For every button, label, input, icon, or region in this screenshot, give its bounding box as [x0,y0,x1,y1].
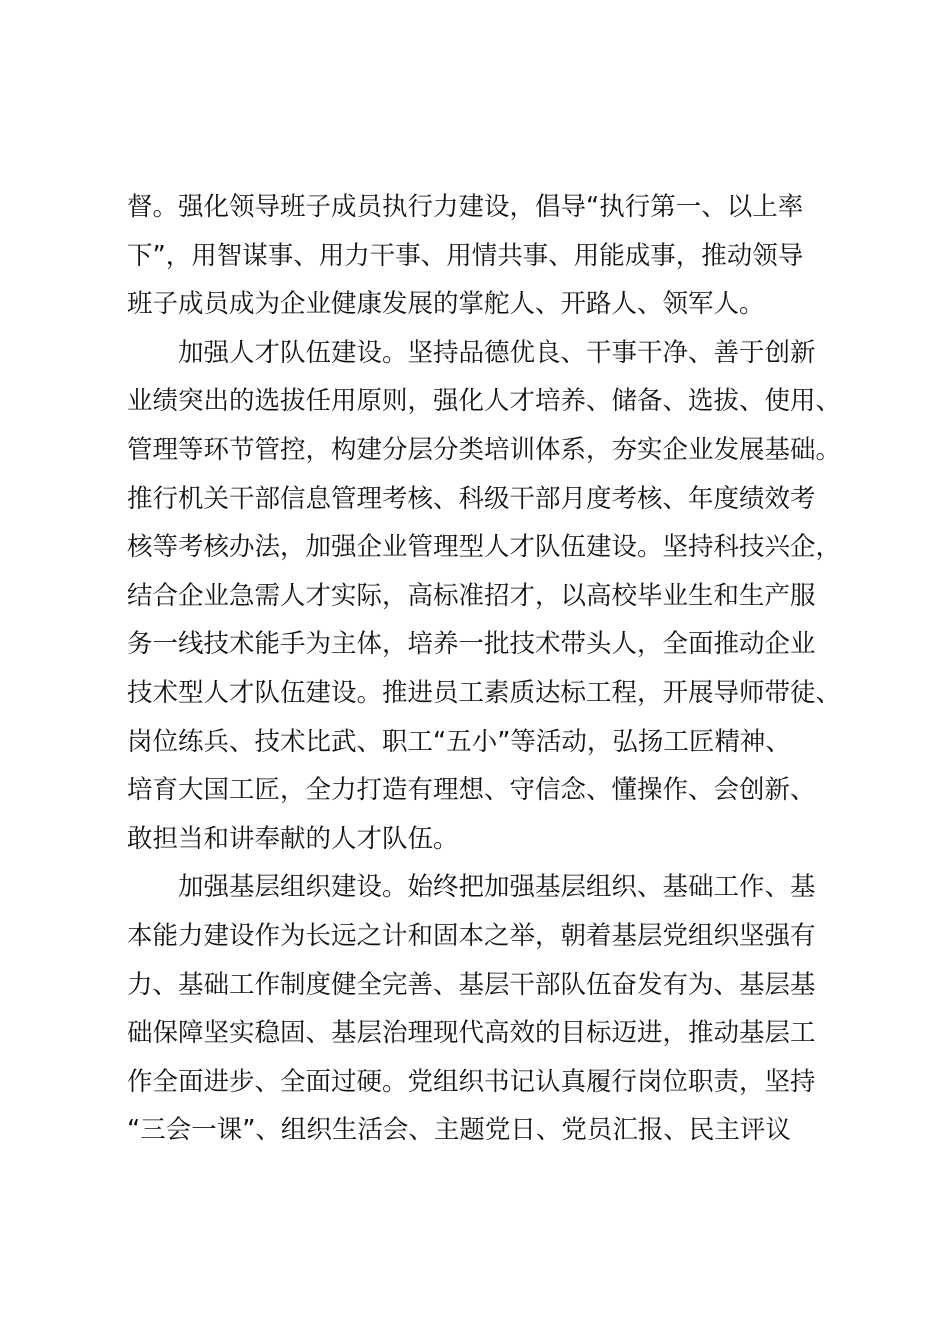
paragraph-first-line: 加强人才队伍建设。坚持品德优良、干事干净、善于创新 [178,337,816,368]
text-line: 岗位练兵、技术比武、职工“五小”等活动，弘扬工匠精神、 [127,726,791,757]
text-line: 核等考核办法，加强企业管理型人才队伍建设。坚持科技兴企， [127,532,842,563]
text-line: 力、基础工作制度健全完善、基层干部队伍奋发有为、基层基 [127,969,816,1000]
text-line: “三会一课”、组织生活会、主题党日、党员汇报、民主评议 [127,1115,791,1146]
text-line: 业绩突出的选拔任用原则，强化人才培养、储备、选拔、使用、 [127,386,842,417]
text-line: 础保障坚实稳固、基层治理现代高效的目标迈进，推动基层工 [127,1018,816,1049]
text-line: 培育大国工匠，全力打造有理想、守信念、懂操作、会创新、 [127,775,816,806]
text-line: 敢担当和讲奉献的人才队伍。 [127,823,459,854]
body-text [127,183,847,1155]
text-line: 下”，用智谋事、用力干事、用情共事、用能成事，推动领导 [127,240,804,271]
text-line: 作全面进步、全面过硬。党组织书记认真履行岗位职责，坚持 [127,1066,816,1097]
text-line: 结合企业急需人才实际，高标准招才，以高校毕业生和生产服 [127,580,816,611]
text-line: 督。强化领导班子成员执行力建设，倡导“执行第一、以上率 [127,192,804,222]
text-line: 技术型人才队伍建设。推进员工素质达标工程，开展导师带徒、 [127,677,842,708]
paragraph-first-line: 加强基层组织建设。始终把加强基层组织、基础工作、基 [178,872,816,903]
text-line: 班子成员成为企业健康发展的掌舵人、开路人、领军人。 [127,289,765,320]
text-line: 本能力建设作为长远之计和固本之举，朝着基层党组织坚强有 [127,920,816,951]
text-line: 务一线技术能手为主体，培养一批技术带头人，全面推动企业 [127,629,816,660]
text-line: 推行机关干部信息管理考核、科级干部月度考核、年度绩效考 [127,483,816,514]
text-line: 管理等环节管控，构建分层分类培训体系，夯实企业发展基础。 [127,434,842,465]
